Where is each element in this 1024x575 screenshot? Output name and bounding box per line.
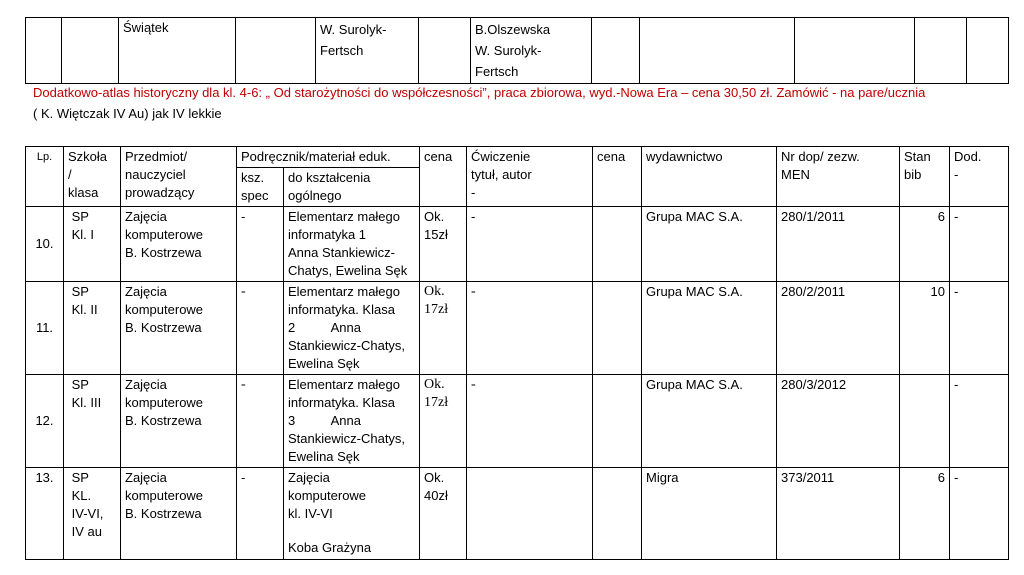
header-text: Dod. (954, 149, 982, 164)
header-nr (777, 147, 900, 207)
header-text: / (68, 167, 72, 182)
cell-text: informatyka 1 (288, 227, 367, 242)
top-partial-table (25, 17, 1009, 84)
header-dod (950, 147, 1009, 207)
class-note: ( K. Więtczak IV Au) jak IV lekkie (33, 106, 222, 121)
cell-text: 17zł (424, 302, 449, 317)
cell-text: komputerowe (125, 227, 204, 242)
row-lp (26, 468, 64, 560)
cell-text: SP (71, 377, 89, 392)
header-price2 (593, 147, 642, 207)
cell-text: 17zł (424, 395, 449, 410)
cell (967, 18, 1009, 84)
header-text: - (471, 185, 476, 200)
cell-text: Ok. (424, 377, 445, 392)
cell-text: - (471, 377, 476, 392)
row-book (284, 207, 420, 282)
row-ksz (237, 375, 284, 468)
cell-text: B. Kostrzewa (125, 320, 202, 335)
textbook-table (25, 146, 1009, 560)
cell-text: komputerowe (125, 395, 204, 410)
row-exercise (467, 375, 593, 468)
cell-text: Ewelina Sęk (288, 356, 360, 371)
header-row (26, 147, 1009, 168)
table-row (26, 468, 1009, 560)
row-stan (900, 282, 950, 375)
header-text: Przedmiot/ (125, 149, 188, 164)
header-text: spec (241, 188, 269, 203)
row-school (64, 282, 121, 375)
row-nr (777, 468, 900, 560)
row-stan (900, 207, 950, 282)
row-nr (777, 375, 900, 468)
cell-text: Stankiewicz-Chatys, (288, 431, 406, 446)
author-line: Fertsch (320, 43, 364, 58)
row-dod (950, 375, 1009, 468)
cell-text: 10 (930, 284, 946, 299)
header-text: tytuł, autor (471, 167, 532, 182)
header-school (64, 147, 121, 207)
cell-text: Ok. (424, 284, 445, 299)
row-exercise (467, 282, 593, 375)
row-price2 (593, 375, 642, 468)
row-lp (26, 207, 64, 282)
cell (419, 18, 471, 84)
cell-text: Zajęcia (125, 377, 167, 392)
row-exercise (467, 207, 593, 282)
row-lp (26, 375, 64, 468)
cell-text: Koba Grażyna (288, 540, 372, 555)
cell-text: Grupa MAC S.A. (646, 377, 743, 392)
header-text: bib (904, 167, 922, 182)
row-subject (121, 468, 237, 560)
row-subject (121, 207, 237, 282)
header-lp-text: Lp. (36, 151, 53, 163)
row-book (284, 468, 420, 560)
cell-text: Zajęcia (125, 209, 167, 224)
cell-text: komputerowe (125, 302, 204, 317)
row-price (420, 282, 467, 375)
cell-text: B. Kostrzewa (125, 506, 202, 521)
cell-text: komputerowe (125, 488, 204, 503)
table-row (26, 375, 1009, 468)
row-price (420, 375, 467, 468)
cell-text: Grupa MAC S.A. (646, 209, 743, 224)
cell-text: Kl. II (71, 302, 98, 317)
author-cell (316, 18, 419, 84)
row-book (284, 282, 420, 375)
cell-text: informatyka. Klasa (288, 395, 395, 410)
row-lp-text: 10. (35, 236, 54, 251)
cell-text: - (241, 209, 246, 224)
cell-text: kl. IV-VI (288, 506, 333, 521)
cell-text: B. Kostrzewa (125, 245, 202, 260)
cell-text: Zajęcia (288, 470, 330, 485)
row-school (64, 207, 121, 282)
row-dod (950, 468, 1009, 560)
top-partial-row (26, 18, 1009, 84)
cell-text: Migra (646, 470, 679, 485)
header-text: do kształcenia (288, 170, 371, 185)
cell (26, 18, 62, 84)
row-stan (900, 468, 950, 560)
header-text: prowadzący (125, 185, 195, 200)
atlas-note: Dodatkowo-atlas historyczny dla kl. 4-6: „ Od starożytności do współczesności”, praca zbiorowa, wyd.-Nowa Era – cena 30,50 zł. Zamówić - na pare/ucznia (33, 85, 926, 100)
author-line: W. Surolyk- (320, 22, 387, 37)
header-text: Podręcznik/materiał eduk. (241, 149, 391, 164)
cell-text: 280/1/2011 (781, 209, 846, 224)
row-publisher (642, 282, 777, 375)
cell-text: Zajęcia (125, 470, 167, 485)
cell-text: Elementarz małego (288, 209, 400, 224)
cell-text: - (954, 377, 959, 392)
cell-text: - (241, 470, 246, 485)
row-price2 (593, 207, 642, 282)
cell-text: 280/3/2012 (781, 377, 847, 392)
row-lp-text: 11. (35, 320, 54, 335)
cell-text: 3 Anna (288, 413, 361, 428)
row-nr (777, 207, 900, 282)
row-dod (950, 282, 1009, 375)
header-text: Stan (904, 149, 931, 164)
row-lp-text: 12. (35, 413, 54, 428)
cell-text: komputerowe (288, 488, 367, 503)
cell-text: Stankiewicz-Chatys, (288, 338, 406, 353)
cell-text: Elementarz małego (288, 284, 400, 299)
teacher-cell (119, 18, 236, 84)
author-line: B.Olszewska (475, 22, 551, 37)
cell-text: informatyka. Klasa (288, 302, 395, 317)
row-book (284, 375, 420, 468)
cell (236, 18, 316, 84)
row-publisher (642, 375, 777, 468)
cell-text: Ok. (424, 470, 445, 485)
row-school (64, 375, 121, 468)
header-lp (26, 147, 64, 207)
cell-text: SP (71, 284, 89, 299)
header-general (284, 168, 420, 207)
cell-text: - (471, 209, 476, 224)
cell (795, 18, 915, 84)
cell-text: - (241, 284, 246, 299)
row-lp-text: 13. (35, 470, 54, 485)
row-publisher (642, 207, 777, 282)
header-exercise (467, 147, 593, 207)
cell-text: Anna Stankiewicz- (288, 245, 395, 260)
row-ksz (237, 468, 284, 560)
cell (62, 18, 119, 84)
header-text: wydawnictwo (646, 149, 723, 164)
cell (592, 18, 640, 84)
cell-text: Elementarz małego (288, 377, 400, 392)
row-price (420, 207, 467, 282)
cell-text: 280/2/2011 (781, 284, 846, 299)
cell (640, 18, 795, 84)
cell-text: 6 (937, 209, 946, 224)
cell-text: KL. (71, 488, 92, 503)
cell-text: Kl. I (71, 227, 95, 242)
cell-text: - (954, 284, 959, 299)
row-subject (121, 375, 237, 468)
row-price (420, 468, 467, 560)
cell-text: Zajęcia (125, 284, 167, 299)
header-text: ogólnego (288, 188, 342, 203)
header-text: ksz. (241, 170, 265, 185)
header-text: nauczyciel (125, 167, 186, 182)
header-text: cena (597, 149, 626, 164)
author-line: W. Surolyk- (475, 43, 542, 58)
header-text: klasa (68, 185, 99, 200)
cell-text: - (954, 470, 959, 485)
header-text: MEN (781, 167, 810, 182)
cell-text: 2 Anna (288, 320, 361, 335)
row-stan (900, 375, 950, 468)
row-school (64, 468, 121, 560)
header-textbook (237, 147, 420, 168)
cell-text: SP (71, 209, 89, 224)
cell-text: IV-VI, (71, 506, 104, 521)
row-dod (950, 207, 1009, 282)
header-ksz (237, 168, 284, 207)
cell-text: - (471, 284, 476, 299)
header-publisher (642, 147, 777, 207)
header-subject (121, 147, 237, 207)
cell-text: SP (71, 470, 89, 485)
cell-text: - (241, 377, 246, 392)
author-cell (471, 18, 592, 84)
row-ksz (237, 207, 284, 282)
header-text: - (954, 167, 959, 182)
table-row (26, 282, 1009, 375)
row-subject (121, 282, 237, 375)
row-publisher (642, 468, 777, 560)
row-nr (777, 282, 900, 375)
cell-text: Grupa MAC S.A. (646, 284, 743, 299)
teacher-text: Świątek (123, 20, 169, 35)
cell-text: 40zł (424, 488, 448, 503)
header-text: Szkoła (68, 149, 108, 164)
row-ksz (237, 282, 284, 375)
cell-text: B. Kostrzewa (125, 413, 202, 428)
header-text: Ćwiczenie (471, 149, 531, 164)
row-exercise (467, 468, 593, 560)
table-row (26, 207, 1009, 282)
row-price2 (593, 282, 642, 375)
header-text: Nr dop/ zezw. (781, 149, 860, 164)
cell-text: Kl. III (71, 395, 102, 410)
cell-text: 6 (937, 470, 946, 485)
cell-text: Ok. (424, 209, 445, 224)
cell-text: Ewelina Sęk (288, 449, 360, 464)
header-price (420, 147, 467, 207)
author-line: Fertsch (475, 64, 519, 79)
cell-text: - (954, 209, 959, 224)
header-text: cena (424, 149, 453, 164)
cell-text: 373/2011 (781, 470, 835, 485)
cell-text: 15zł (424, 227, 448, 242)
row-lp (26, 282, 64, 375)
cell-text: Chatys, Ewelina Sęk (288, 263, 408, 278)
header-stan (900, 147, 950, 207)
cell-text: IV au (71, 524, 102, 539)
row-price2 (593, 468, 642, 560)
cell (915, 18, 967, 84)
